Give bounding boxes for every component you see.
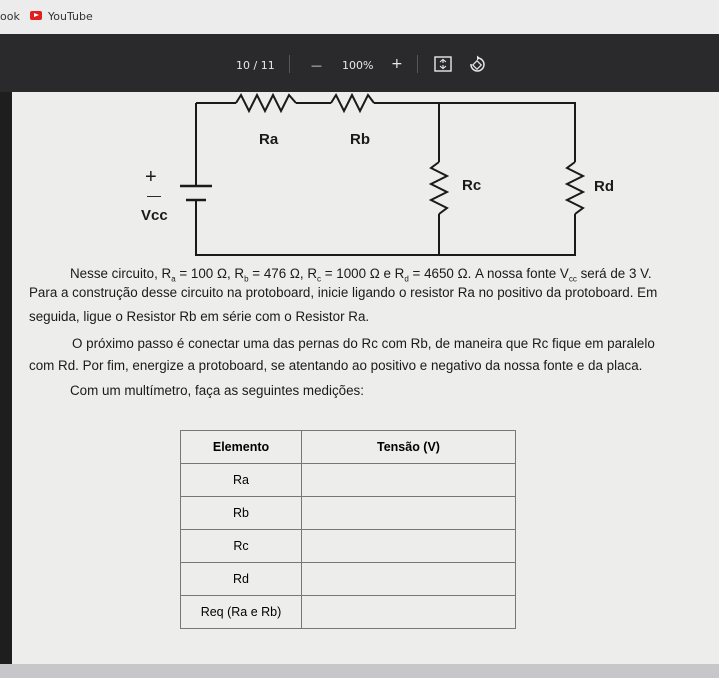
measurement-table [180, 430, 516, 629]
text-segment: = 1000 Ω e R [321, 266, 405, 281]
wire [374, 103, 575, 162]
resistor-rc [431, 162, 447, 214]
table-row [181, 464, 516, 497]
table-cell [302, 563, 516, 596]
subscript: b [244, 274, 249, 284]
text-segment: = 476 Ω, R [248, 266, 318, 281]
table-row [181, 530, 516, 563]
bookmark-youtube[interactable]: YouTube [48, 10, 93, 23]
text-segment: Nesse circuito, R [70, 266, 172, 281]
label-rb: Rb [350, 131, 370, 148]
table-row [181, 596, 516, 629]
table-cell: Rd [181, 563, 302, 596]
text-segment: será de 3 V. [576, 266, 652, 281]
paragraph-values [70, 266, 652, 284]
table-cell: Rb [181, 497, 302, 530]
table-cell: Ra [181, 464, 302, 497]
paragraph-line: Com um multímetro, faça as seguintes medições: [70, 383, 364, 398]
table-cell [302, 596, 516, 629]
resistor-rd [567, 162, 583, 214]
label-rc: Rc [462, 177, 482, 194]
page-indicator[interactable]: 10 / 11 [236, 59, 275, 72]
text-segment: = 4650 Ω. A nossa fonte V [408, 266, 569, 281]
resistor-ra [236, 95, 296, 111]
table-cell: Req (Ra e Rb) [181, 596, 302, 629]
resistor-rb [331, 95, 374, 111]
zoom-level[interactable]: 100% [342, 59, 374, 72]
text-segment: = 100 Ω, R [175, 266, 245, 281]
zoom-in-button[interactable]: + [391, 56, 403, 72]
table-header: Elemento [181, 431, 302, 464]
table-row [181, 497, 516, 530]
table-cell: Rc [181, 530, 302, 563]
paragraph-line: seguida, ligue o Resistor Rb em série com o Resistor Ra. [29, 309, 370, 324]
label-plus: + [145, 166, 157, 188]
label-ra: Ra [259, 131, 279, 148]
table-cell [302, 530, 516, 563]
subscript: d [404, 274, 409, 284]
subscript: a [171, 274, 176, 284]
window-bottom-edge [0, 664, 719, 678]
label-rd: Rd [594, 178, 614, 195]
wire [196, 200, 575, 255]
subscript: c [317, 274, 322, 284]
table-header-row [181, 431, 516, 464]
bookmark-item[interactable]: ook [0, 10, 20, 23]
paragraph-line: com Rd. Por fim, energize a protoboard, se atentando ao positivo e negativo da nossa fonte e da placa. [29, 358, 643, 373]
label-minus: — [147, 187, 161, 203]
table-row [181, 563, 516, 596]
table-header: Tensão (V) [302, 431, 516, 464]
zoom-out-button[interactable]: — [311, 59, 322, 72]
table-cell [302, 497, 516, 530]
paragraph-line: O próximo passo é conectar uma das pernas do Rc com Rb, de maneira que Rc fique em paralelo [72, 336, 655, 351]
label-vcc: Vcc [141, 207, 168, 224]
table-cell [302, 464, 516, 497]
paragraph-line: Para a construção desse circuito na protoboard, inicie ligando o resistor Ra no positivo da protoboard. Em [29, 285, 658, 300]
subscript: cc [568, 274, 577, 284]
